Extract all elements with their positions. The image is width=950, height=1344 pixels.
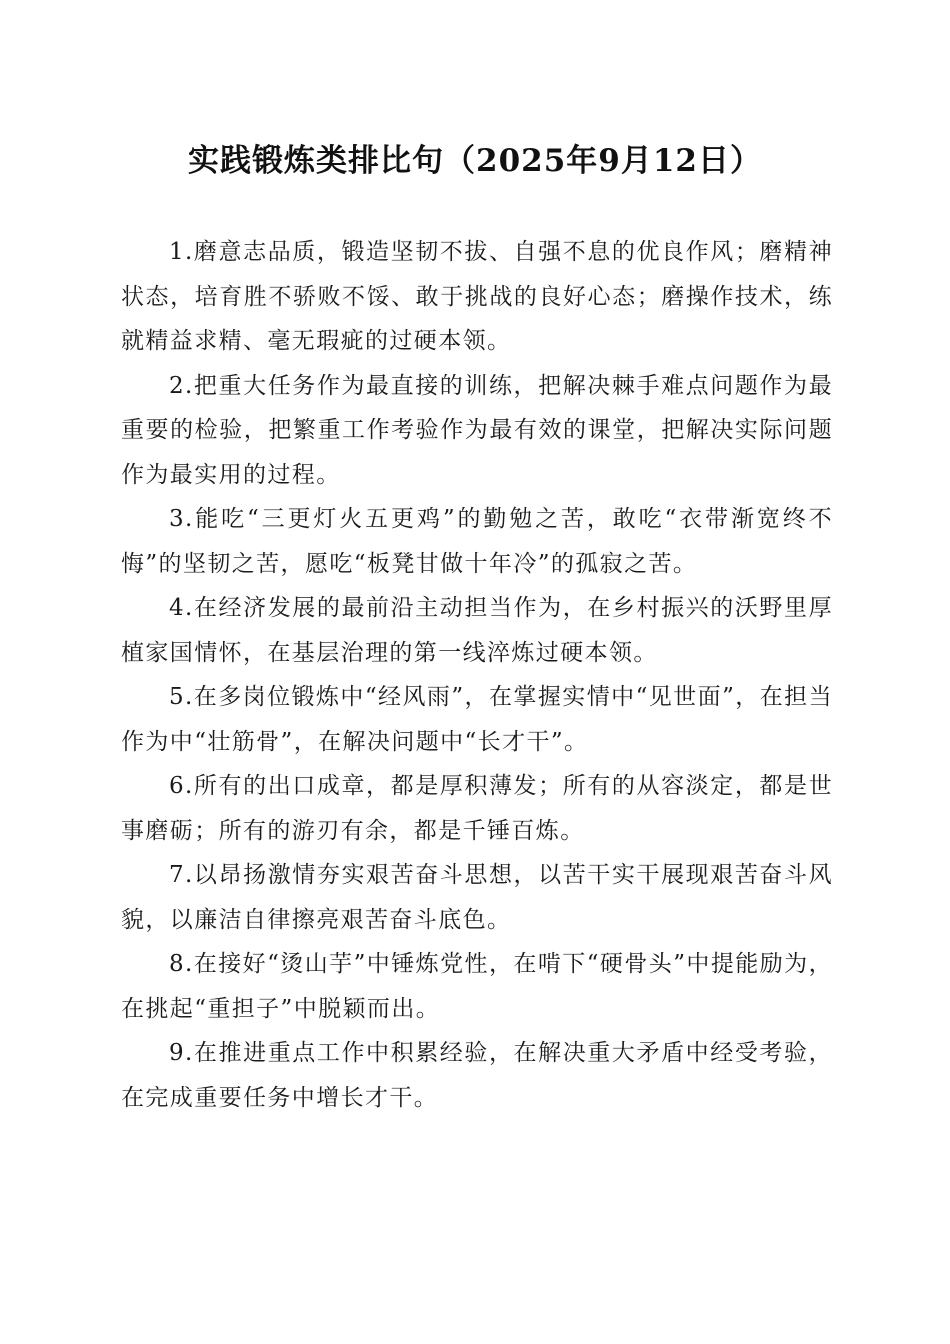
paragraph-9: 9.在推进重点工作中积累经验，在解决重大矛盾中经受考验，在完成重要任务中增长才干。 xyxy=(121,1040,833,1111)
paragraph-6: 6.所有的出口成章，都是厚积薄发；所有的从容淡定，都是世事磨砺；所有的游刃有余，都是千锤百炼。 xyxy=(121,773,833,844)
paragraph-3: 3.能吃“三更灯火五更鸡”的勤勉之苦，敢吃“衣带渐宽终不悔”的坚韧之苦，愿吃“板凳甘做十年冷”的孤寂之苦。 xyxy=(121,506,833,577)
paragraph-1: 1.磨意志品质，锻造坚韧不拔、自强不息的优良作风；磨精神状态，培育胜不骄败不馁、敢于挑战的良好心态；磨操作技术，练就精益求精、毫无瑕疵的过硬本领。 xyxy=(121,239,833,354)
paragraph-7: 7.以昂扬激情夯实艰苦奋斗思想，以苦干实干展现艰苦奋斗风貌，以廉洁自律擦亮艰苦奋斗底色。 xyxy=(121,862,833,933)
document-title: 实践锻炼类排比句（2025年9月12日） xyxy=(188,143,762,179)
paragraph-8: 8.在接好“烫山芋”中锤炼党性，在啃下“硬骨头”中提能励为，在挑起“重担子”中脱颖而出。 xyxy=(121,951,833,1022)
paragraph-4: 4.在经济发展的最前沿主动担当作为，在乡村振兴的沃野里厚植家国情怀，在基层治理的第一线淬炼过硬本领。 xyxy=(121,595,833,666)
paragraph-5: 5.在多岗位锻炼中“经风雨”，在掌握实情中“见世面”，在担当作为中“壮筋骨”，在解决问题中“长才干”。 xyxy=(121,684,833,755)
paragraph-2: 2.把重大任务作为最直接的训练，把解决棘手难点问题作为最重要的检验，把繁重工作考验作为最有效的课堂，把解决实际问题作为最实用的过程。 xyxy=(121,372,833,488)
document-body xyxy=(121,230,833,1120)
